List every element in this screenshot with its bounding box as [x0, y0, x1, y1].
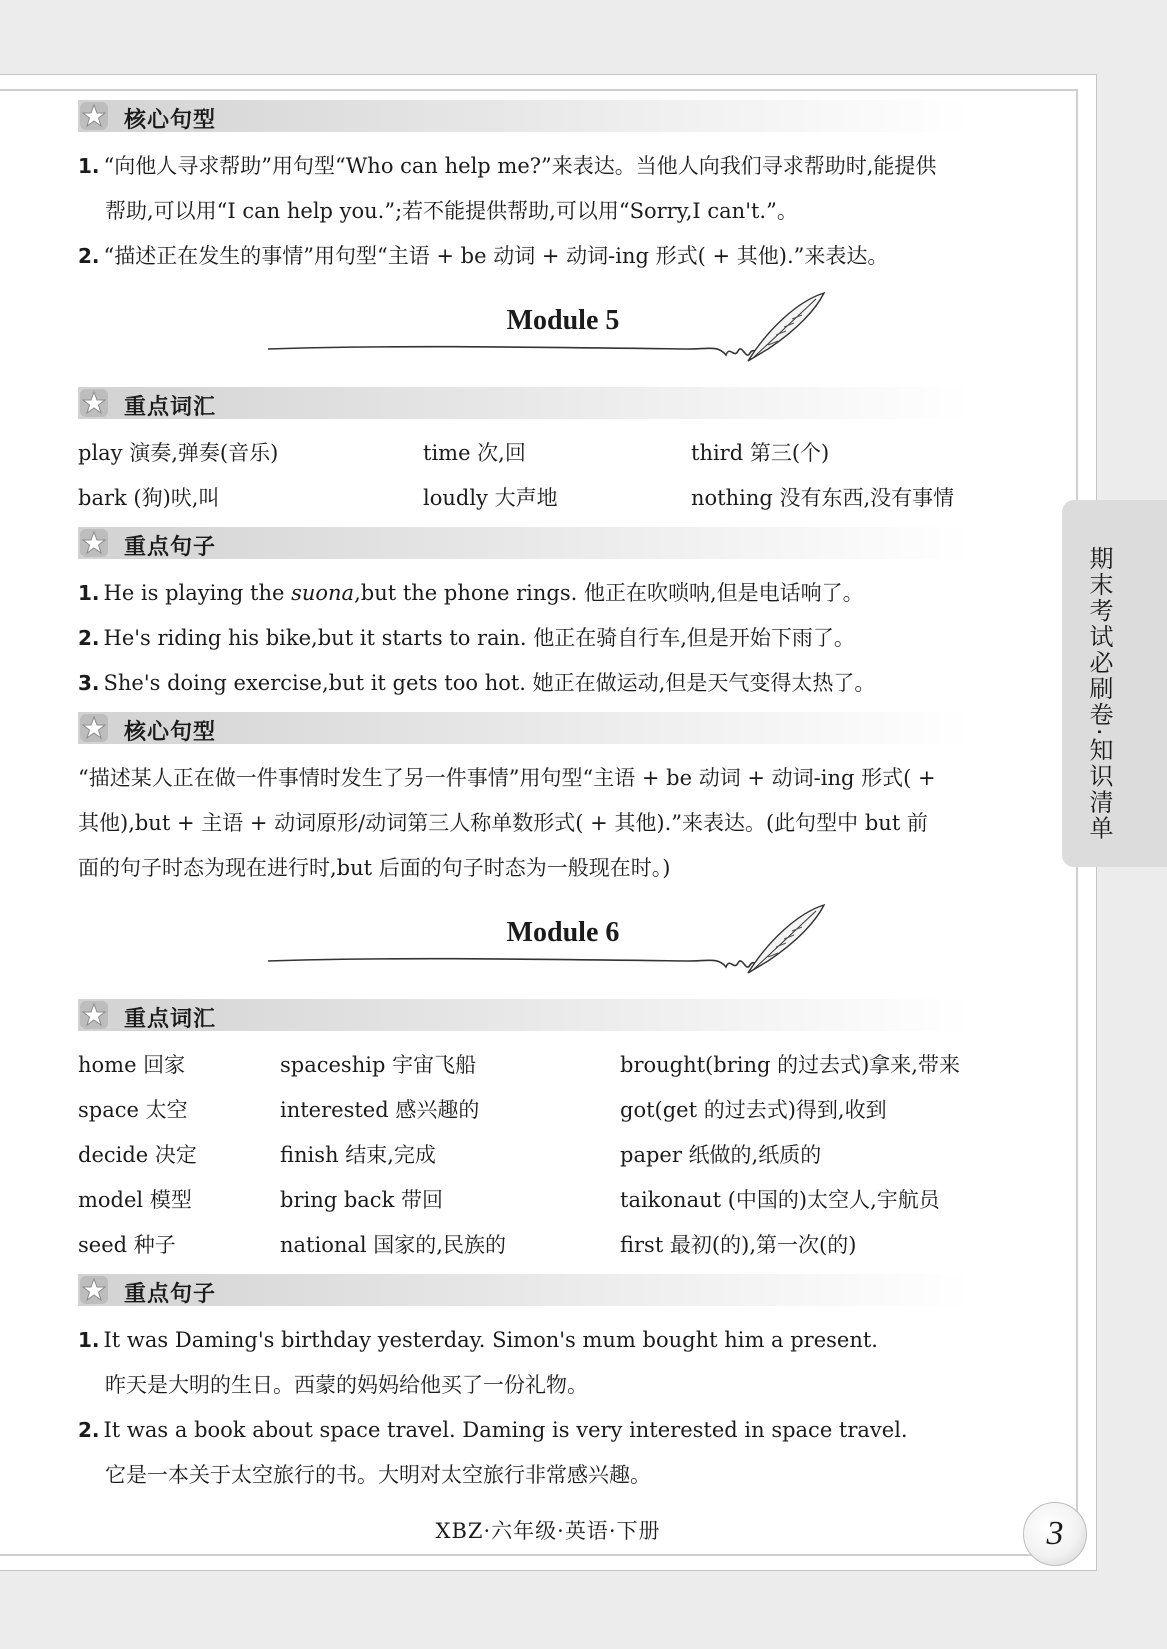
paragraph-line: “描述某人正在做一件事情时发生了另一件事情”用句型“主语 + be 动词 + 动词-ing 形式( +	[78, 766, 936, 790]
vocab-item: got(get 的过去式)得到,收到	[620, 1098, 887, 1122]
vocab-item: taikonaut (中国的)太空人,宇航员	[620, 1188, 940, 1212]
section-header-core-patterns	[78, 712, 1048, 744]
vocab-row	[78, 1223, 1048, 1268]
section-header-core-patterns	[78, 100, 1048, 132]
sentence-translation: 昨天是大明的生日。西蒙的妈妈给他买了一份礼物。	[105, 1373, 588, 1397]
sentence-item: 1. He is playing the suona,but the phone rings. 他正在吹唢呐,但是电话响了。	[78, 581, 864, 605]
paragraph-line: 面的句子时态为现在进行时,but 后面的句子时态为一般现在时。)	[78, 856, 671, 880]
vocab-row	[78, 476, 1048, 521]
vocab-item: first 最初(的),第一次(的)	[620, 1233, 857, 1257]
vocab-item: model 模型	[78, 1188, 192, 1212]
vocab-item: bring back 带回	[280, 1188, 443, 1212]
module-6-header	[78, 901, 1048, 991]
quill-icon	[268, 289, 828, 379]
list-item-continuation: 帮助,可以用“I can help you.”;若不能提供帮助,可以用“Sorry,I can't.”。	[105, 199, 798, 223]
vocab-item: third 第三(个)	[691, 441, 830, 465]
vocab-item: home 回家	[78, 1053, 186, 1077]
star-icon	[80, 529, 108, 557]
module-title: Module 5	[506, 305, 620, 336]
section-header-key-sentences	[78, 1274, 1048, 1306]
vocab-item: nothing 没有东西,没有事情	[691, 486, 955, 510]
section-header-key-sentences	[78, 527, 1048, 559]
vocab-item: paper 纸做的,纸质的	[620, 1143, 822, 1167]
section-title: 重点词汇	[124, 395, 217, 420]
vocab-row	[78, 1088, 1048, 1133]
section-title: 核心句型	[124, 108, 217, 133]
star-icon	[80, 102, 108, 130]
module-title: Module 6	[506, 917, 620, 948]
vocab-item: play 演奏,弹奏(音乐)	[78, 441, 279, 465]
sentence-item: 3. She's doing exercise,but it gets too hot. 她正在做运动,但是天气变得太热了。	[78, 671, 876, 695]
sentence-item: 1. It was Daming's birthday yesterday. Simon's mum bought him a present.	[78, 1328, 878, 1352]
side-tab-label: 期末考试必刷卷·知识清单	[1085, 546, 1113, 842]
vocab-row	[78, 1043, 1048, 1088]
vocab-item: interested 感兴趣的	[280, 1098, 480, 1122]
module-5-header	[78, 289, 1048, 379]
star-icon	[80, 1001, 108, 1029]
section-header-vocabulary	[78, 999, 1048, 1031]
quill-icon	[268, 901, 828, 991]
vocab-row	[78, 1133, 1048, 1178]
star-icon	[80, 389, 108, 417]
section-header-vocabulary	[78, 387, 1048, 419]
star-icon	[80, 714, 108, 742]
sentence-translation: 它是一本关于太空旅行的书。大明对太空旅行非常感兴趣。	[105, 1463, 651, 1487]
paragraph-line: 其他),but + 主语 + 动词原形/动词第三人称单数形式( + 其他).”来表达。(此句型中 but 前	[78, 811, 928, 835]
vocab-item: finish 结束,完成	[280, 1143, 436, 1167]
vocab-row	[78, 1178, 1048, 1223]
vocab-row	[78, 431, 1048, 476]
section-title: 重点句子	[124, 1282, 217, 1307]
vocab-item: decide 决定	[78, 1143, 197, 1167]
vocab-item: spaceship 宇宙飞船	[280, 1053, 477, 1077]
section-title: 重点句子	[124, 535, 217, 560]
side-tab	[1062, 500, 1167, 867]
section-title: 核心句型	[124, 720, 217, 745]
list-item: 2. “描述正在发生的事情”用句型“主语 + be 动词 + 动词-ing 形式( + 其他).”来表达。	[78, 244, 889, 268]
star-icon	[80, 1276, 108, 1304]
page-number: 3	[1023, 1502, 1087, 1566]
vocab-item: national 国家的,民族的	[280, 1233, 506, 1257]
section-title: 重点词汇	[124, 1007, 217, 1032]
list-item: 1. “向他人寻求帮助”用句型“Who can help me?”来表达。当他人向我们寻求帮助时,能提供	[78, 154, 937, 178]
sentence-item: 2. He's riding his bike,but it starts to rain. 他正在骑自行车,但是开始下雨了。	[78, 626, 855, 650]
vocab-item: bark (狗)吠,叫	[78, 486, 220, 510]
sentence-item: 2. It was a book about space travel. Daming is very interested in space travel.	[78, 1418, 908, 1442]
vocab-item: seed 种子	[78, 1233, 176, 1257]
page-content	[78, 100, 1048, 1498]
vocab-item: time 次,回	[423, 441, 526, 465]
vocab-item: space 太空	[78, 1098, 188, 1122]
vocab-item: brought(bring 的过去式)拿来,带来	[620, 1053, 960, 1077]
vocab-item: loudly 大声地	[423, 486, 558, 510]
page-footer: XBZ·六年级·英语·下册	[435, 1519, 661, 1543]
